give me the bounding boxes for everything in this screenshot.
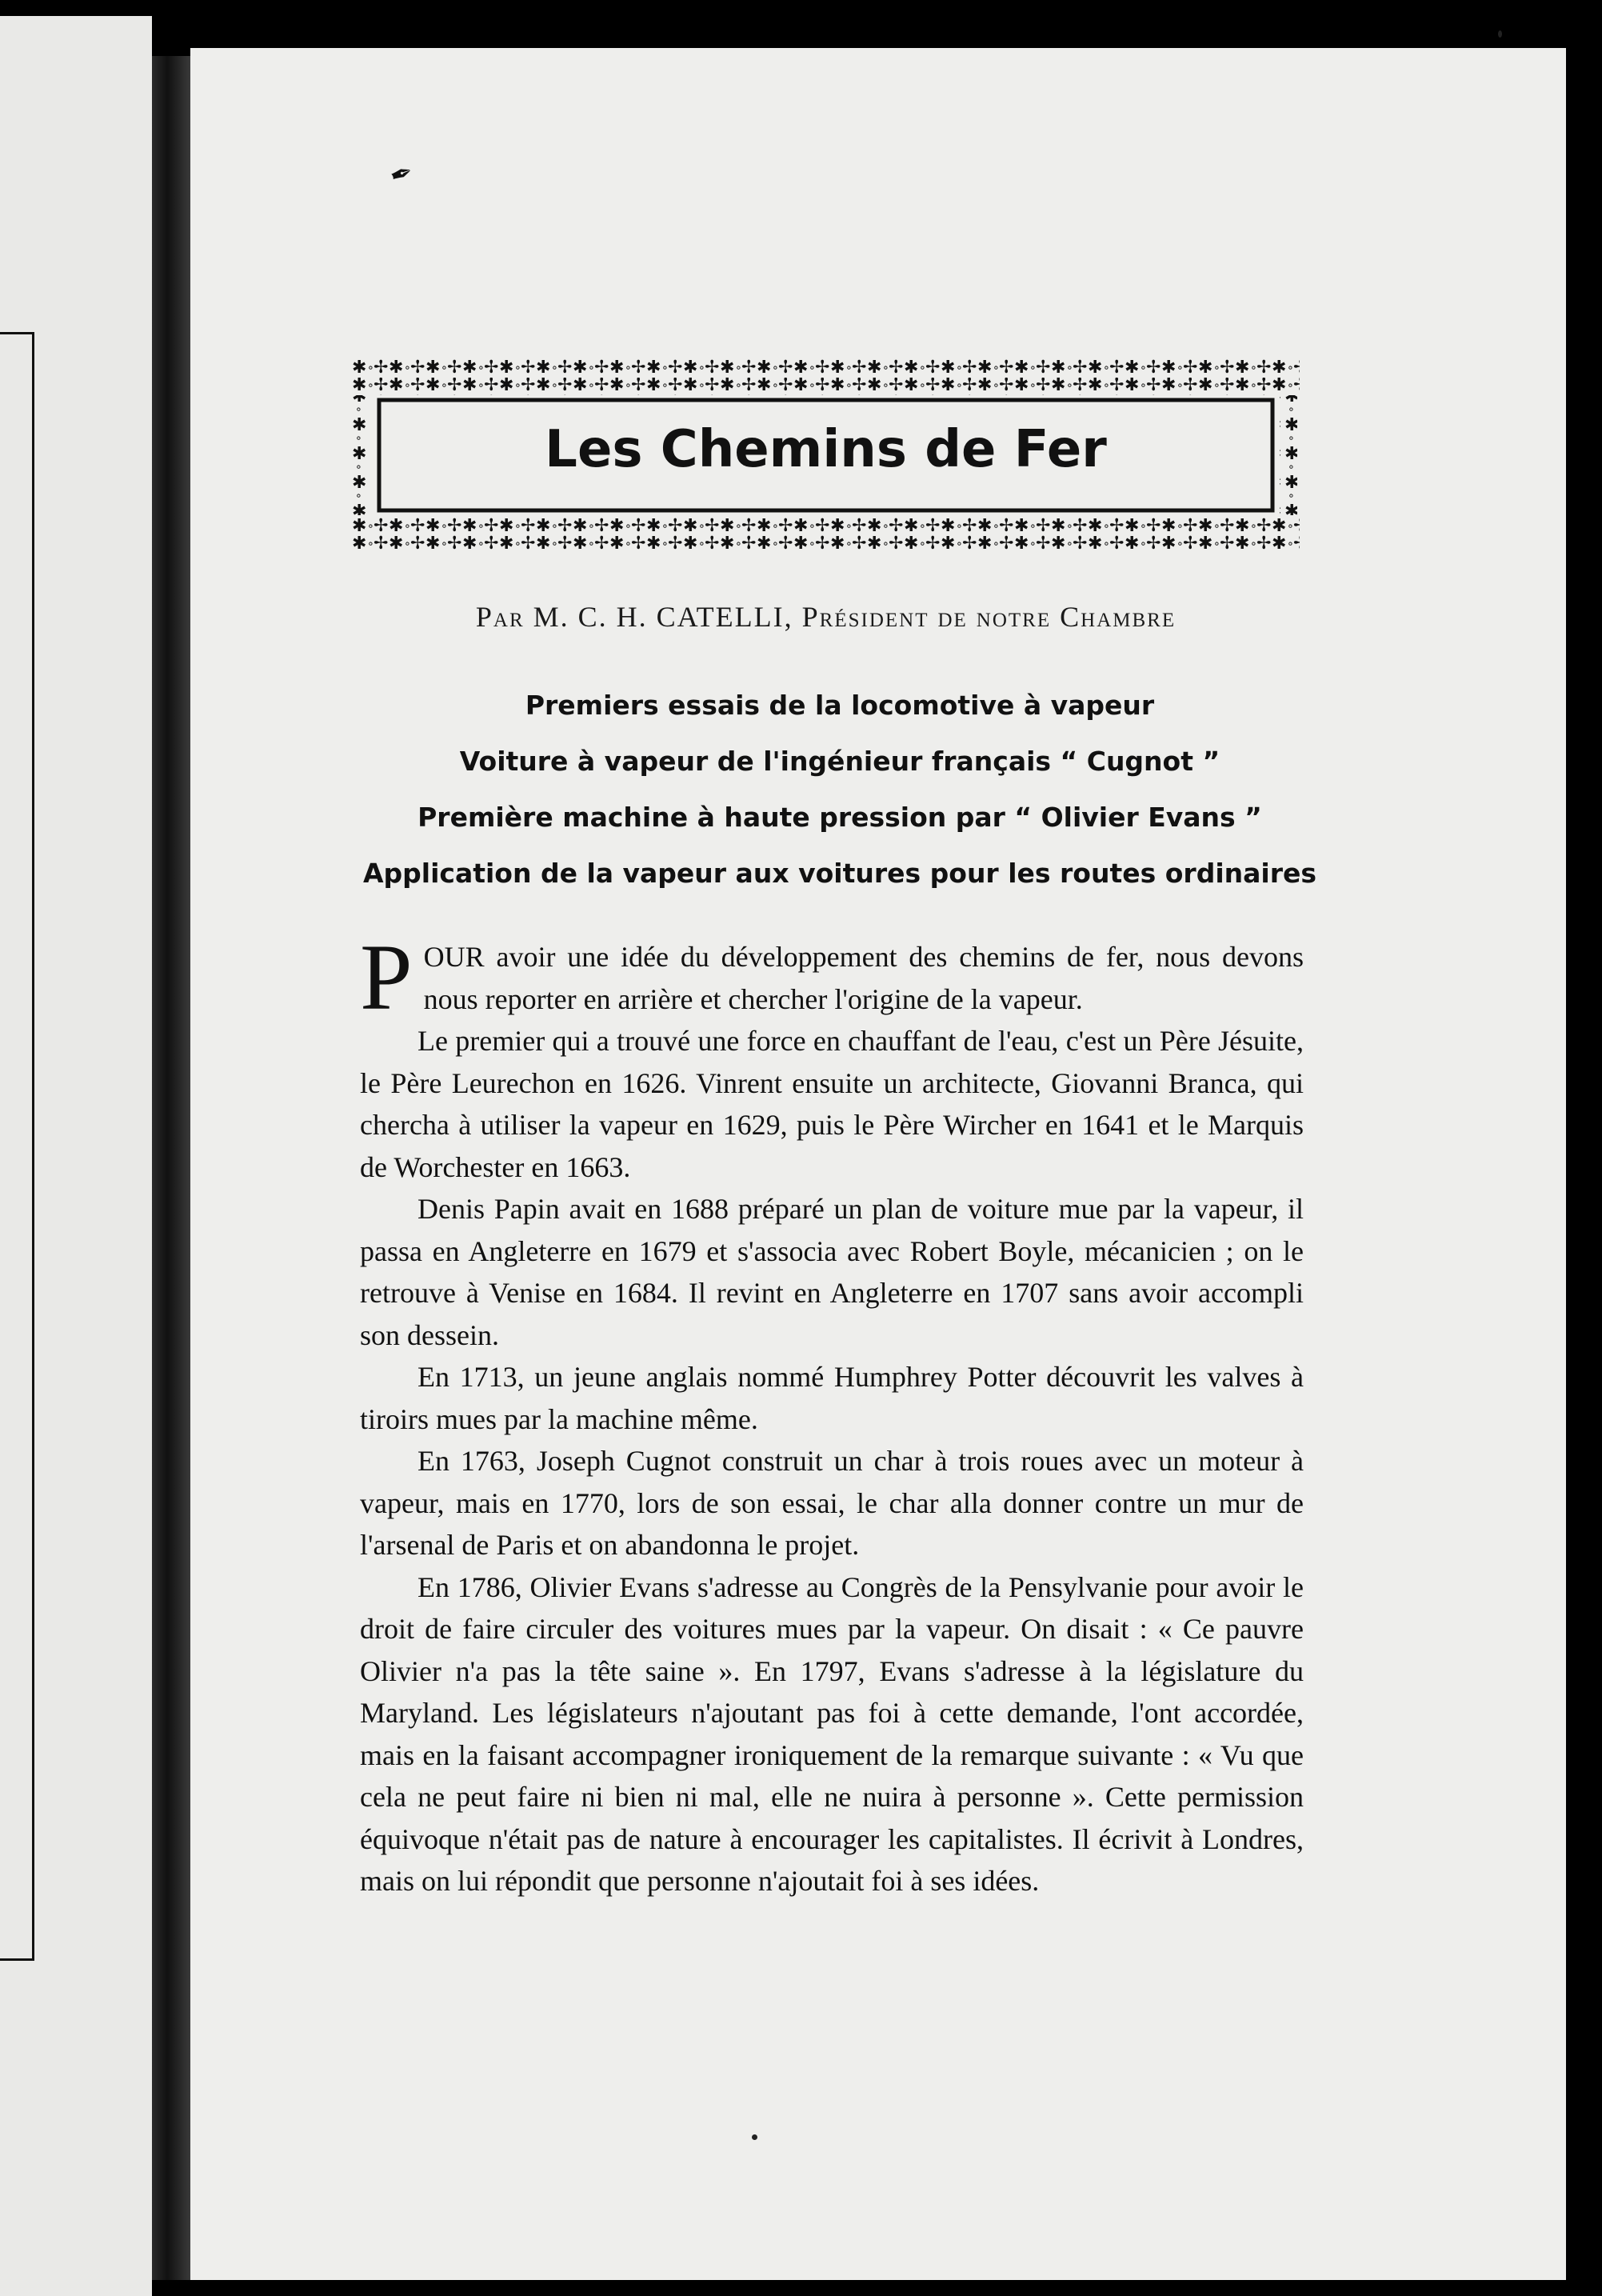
facing-page-margin [0, 16, 152, 2296]
subheading: Voiture à vapeur de l'ingénieur français “ Cugnot ” [459, 746, 1220, 777]
paragraph: En 1763, Joseph Cugnot construit un char à trois roues avec un moteur à vapeur, mais en 1770, lors de son essai, le char alla donner contre un mur de l'arsenal de Paris et on abandonna le projet. [360, 1445, 1304, 1561]
paragraph: En 1713, un jeune anglais nommé Humphrey Potter découvrit les valves à tiroirs mues par la machine même. [360, 1361, 1304, 1435]
article-body [360, 925, 1304, 1902]
subheading: Premiers essais de la locomotive à vapeur [525, 690, 1155, 721]
ink-mark-icon: ✒ [386, 157, 418, 193]
paragraph [360, 925, 1304, 1030]
speck-mark [1498, 30, 1502, 38]
drop-cap: P [360, 925, 413, 1030]
book-spine [152, 56, 190, 2280]
article-byline: Par M. C. H. CATELLI, Président de notre Chambre [475, 601, 1177, 633]
speck-mark [752, 2134, 757, 2140]
paragraph: En 1786, Olivier Evans s'adresse au Congrès de la Pensylvanie pour avoir le droit de faire circuler des voitures mues par la vapeur. On disait : « Ce pauvre Olivier n'a pas la tête saine ». En 1797, Evans s'adresse à la législature du Maryland. Les législateurs n'ajoutant pas foi à cette demande, l'ont accordée, mais en la faisant accompagner ironiquement de la remarque suivante : « Vu que cela ne peut faire ni bien ni mal, elle ne nuira à personne ». Cette permission équivoque n'était pas de nature à encourager les capitalistes. Il écrivit à Londres, mais on lui répondit que personne n'ajoutait foi à ses idées. [360, 1570, 1304, 1897]
facing-page-frame [0, 332, 34, 1961]
article-title: Les Chemins de Fer [545, 420, 1107, 479]
paragraph: Le premier qui a trouvé une force en chauffant de l'eau, c'est un Père Jésuite, le Père Leurechon en 1626. Vinrent ensuite un architecte, Giovanni Branca, qui chercha à utiliser la vapeur en 1629, puis le Père Wircher en 1641 et le Marquis de Worchester en 1663. [360, 1025, 1304, 1183]
paragraph-text: OUR avoir une idée du développement des chemins de fer, nous devons nous reporter en arrière et chercher l'origine de la vapeur. [423, 941, 1304, 1015]
subheading: Première machine à haute pression par “ Olivier Evans ” [417, 802, 1262, 833]
paragraph: Denis Papin avait en 1688 préparé un plan de voiture mue par la vapeur, il passa en Angleterre en 1679 et s'associa avec Robert Boyle, mécanicien ; on le retrouve à Venise en 1684. Il revint en Angleterre en 1707 sans avoir accompli son dessein. [360, 1193, 1304, 1351]
subheading: Application de la vapeur aux voitures pour les routes ordinaires [362, 858, 1316, 889]
